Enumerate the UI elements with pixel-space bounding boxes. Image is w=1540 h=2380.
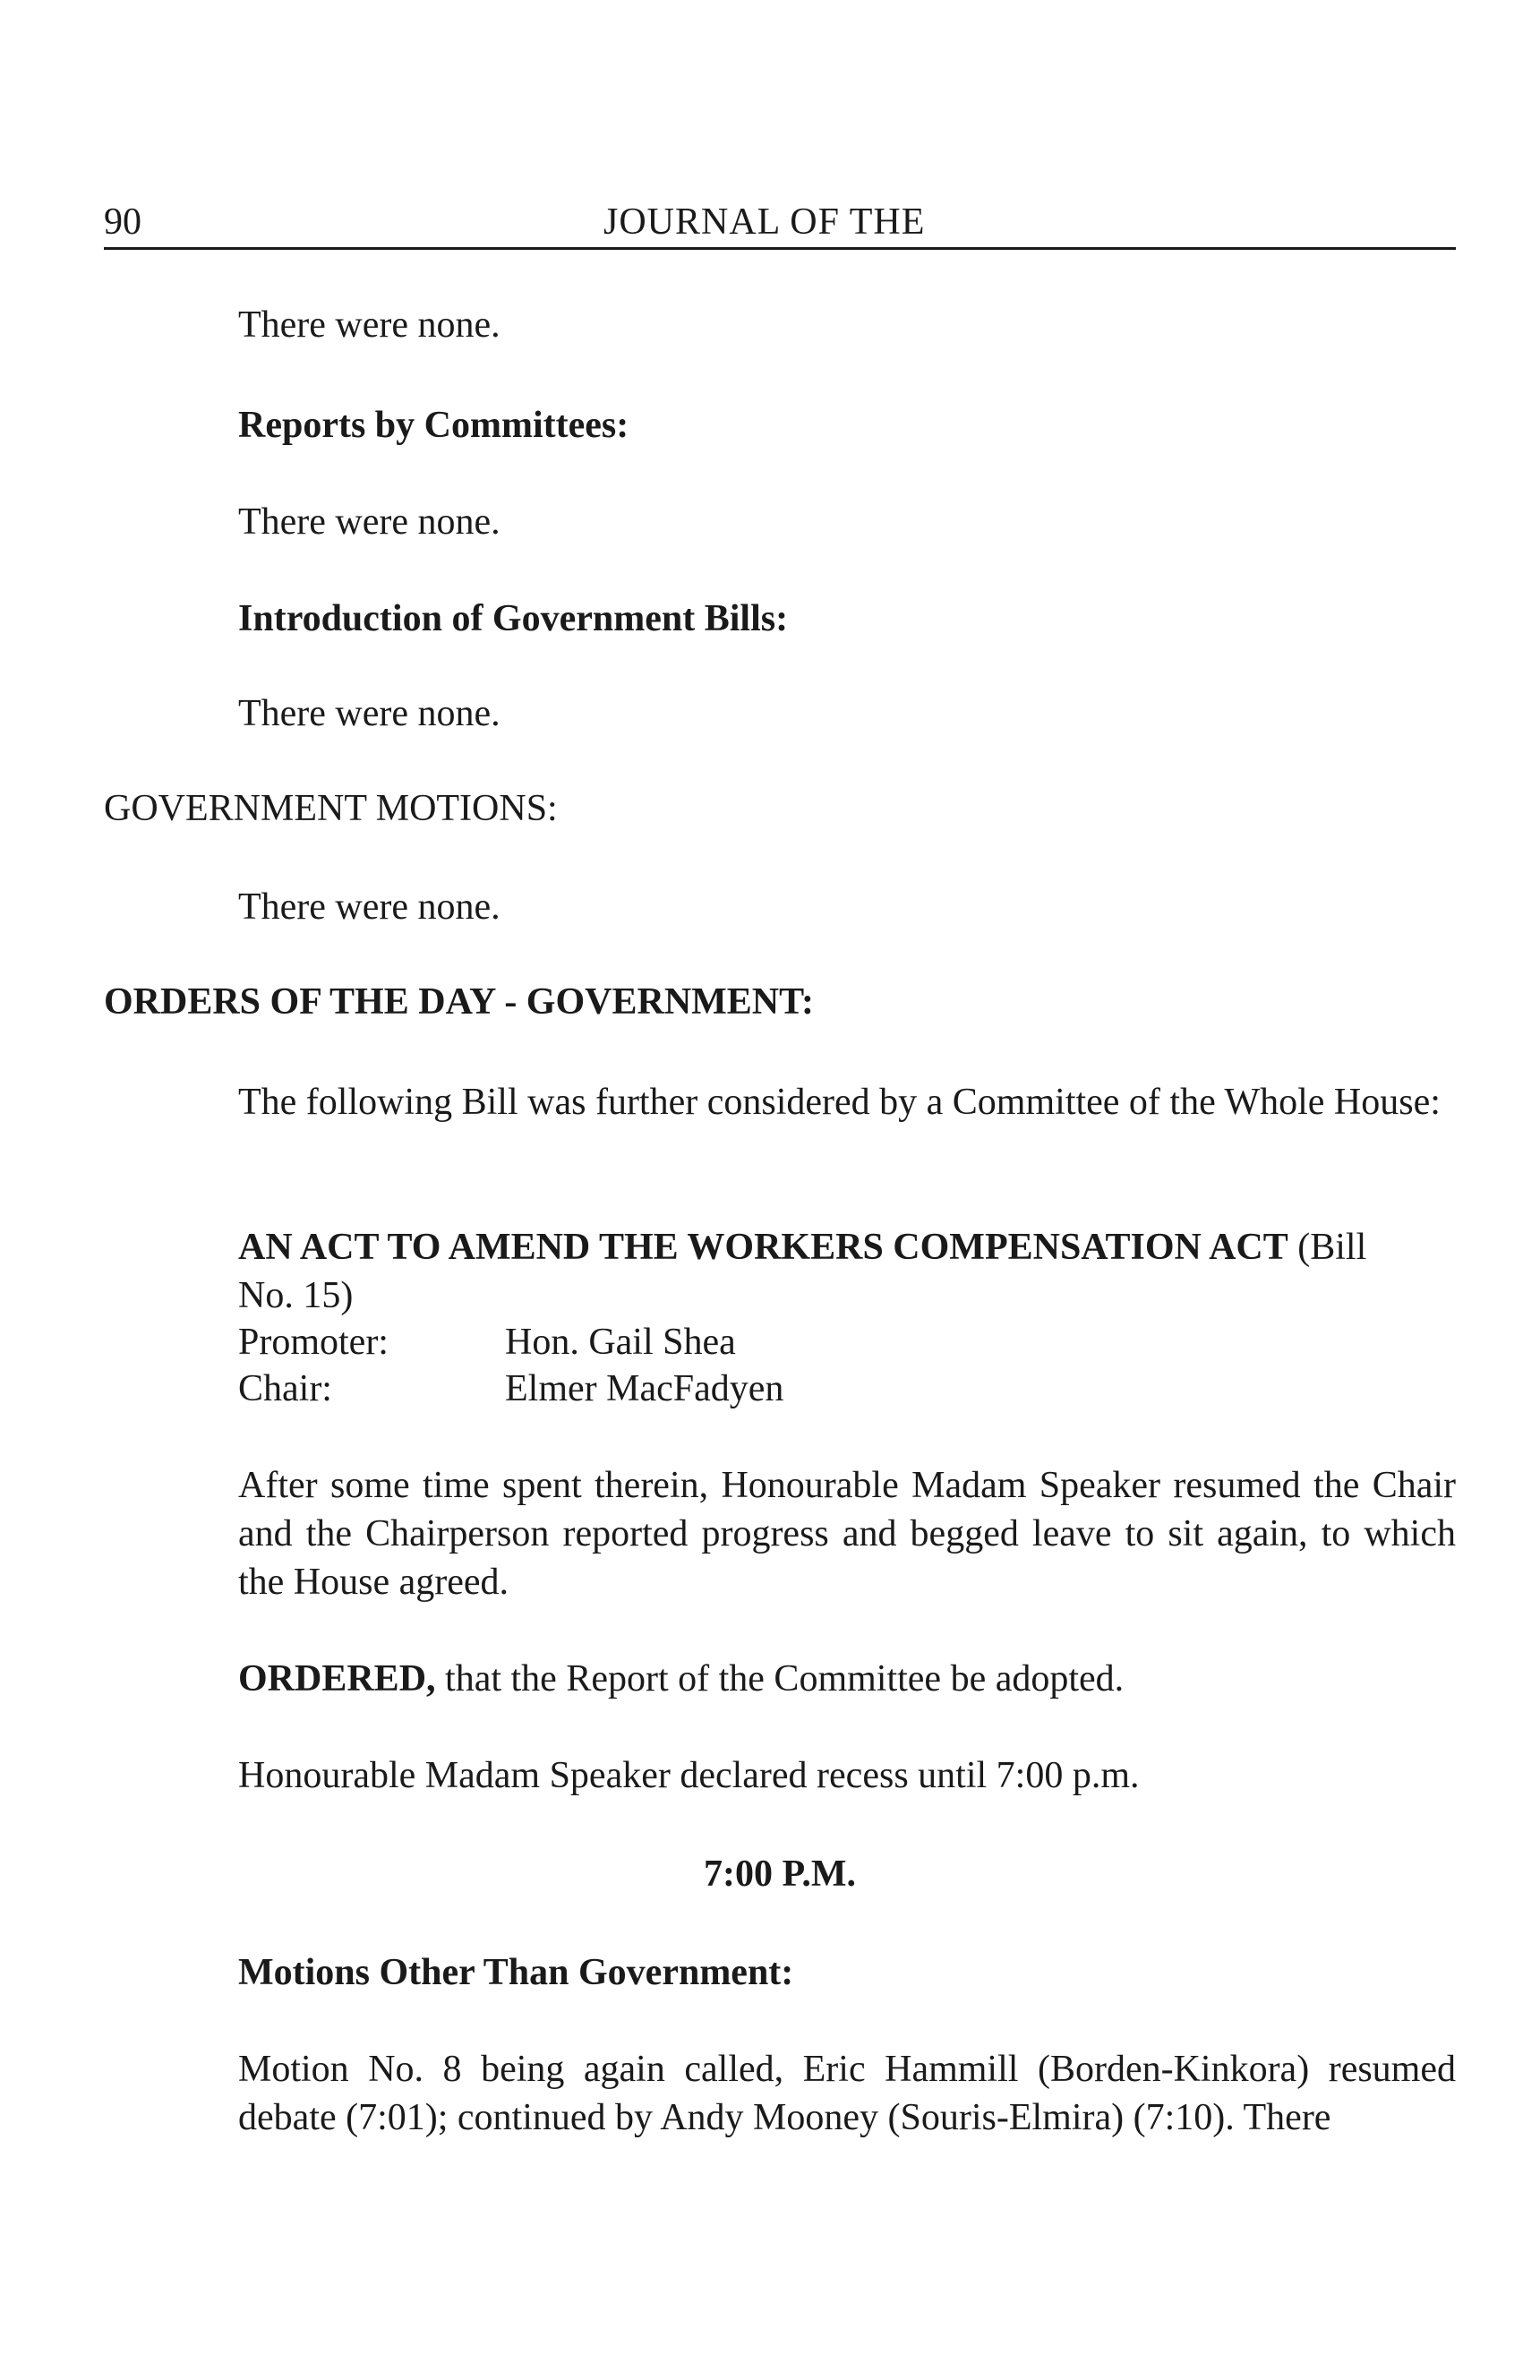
intro-none-text: There were none. — [238, 304, 500, 346]
time-heading: 7:00 P.M. — [704, 1853, 856, 1895]
orders-paragraph: The following Bill was further considered by a Committee of the Whole House: — [238, 1082, 1441, 1123]
chair-value: Elmer MacFadyen — [505, 1368, 784, 1409]
ordered-line — [238, 1655, 1124, 1703]
after-paragraph: After some time spent therein, Honourable Madam Speaker resumed the Chair and the Chairperson reported progress and begged leave to sit again, to which the House agreed. — [238, 1465, 1456, 1603]
motion-paragraph: Motion No. 8 being again called, Eric Hammill (Borden-Kinkora) resumed debate (7:01); continued by Andy Mooney (Souris-Elmira) (7:10). There — [238, 2049, 1456, 2138]
reports-none-text: There were none. — [238, 501, 500, 543]
header-rule — [104, 247, 1456, 250]
running-head: JOURNAL OF THE — [603, 201, 926, 243]
chair-row — [238, 1365, 783, 1413]
reports-heading: Reports by Committees: — [238, 405, 629, 446]
bill-title-line — [238, 1223, 1366, 1271]
recess-text: Honourable Madam Speaker declared recess until 7:00 p.m. — [238, 1755, 1140, 1796]
ordered-bold: ORDERED, — [238, 1658, 436, 1699]
motions-none-text: There were none. — [238, 886, 500, 928]
bills-heading: Introduction of Government Bills: — [238, 598, 789, 639]
chair-label: Chair: — [238, 1368, 332, 1409]
promoter-row — [238, 1318, 736, 1366]
promoter-value: Hon. Gail Shea — [505, 1322, 736, 1363]
promoter-label: Promoter: — [238, 1322, 389, 1363]
other-motions-heading: Motions Other Than Government: — [238, 1952, 794, 1993]
bill-number-open: (Bill — [1297, 1227, 1367, 1268]
bill-title: AN ACT TO AMEND THE WORKERS COMPENSATION ACT — [238, 1227, 1288, 1268]
orders-of-the-day-heading: ORDERS OF THE DAY - GOVERNMENT: — [104, 981, 815, 1023]
page-header — [104, 199, 1456, 245]
government-motions-heading: GOVERNMENT MOTIONS: — [104, 788, 558, 829]
ordered-text: that the Report of the Committee be adopted. — [445, 1658, 1125, 1699]
bills-none-text: There were none. — [238, 693, 500, 734]
bill-number: No. 15) — [238, 1275, 354, 1316]
page-number: 90 — [104, 201, 141, 243]
